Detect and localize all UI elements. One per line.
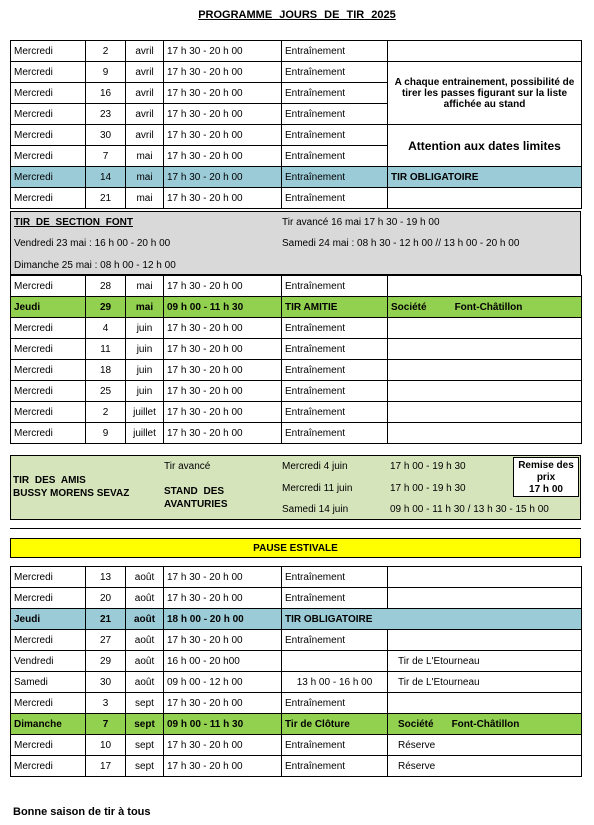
type-cell: Entraînement: [282, 381, 388, 402]
day-cell: Mercredi: [11, 83, 86, 104]
time-cell: 17 h 30 - 20 h 00: [164, 402, 282, 423]
date-cell: 13: [86, 567, 126, 588]
table-row: [11, 125, 582, 146]
extra-cell: [388, 297, 582, 318]
time-cell: 16 h 00 - 20 h00: [164, 651, 282, 672]
date-cell: 21: [86, 188, 126, 209]
time-cell: 17 h 30 - 20 h 00: [164, 62, 282, 83]
month-cell: juillet: [126, 402, 164, 423]
day-cell: Mercredi: [11, 630, 86, 651]
extra-cell: Réserve: [388, 756, 582, 777]
date-cell: 28: [86, 276, 126, 297]
extra-cell: [388, 630, 582, 651]
table-row: [11, 735, 582, 756]
day-cell: Mercredi: [11, 693, 86, 714]
date-cell: 23: [86, 104, 126, 125]
type-cell: Entraînement: [282, 339, 388, 360]
pause-banner: [10, 538, 581, 558]
date-cell: 29: [86, 651, 126, 672]
type-cell: Tir de Clôture: [282, 714, 388, 735]
section-shooting-box: [10, 211, 581, 275]
month-cell: avril: [126, 125, 164, 146]
month-cell: mai: [126, 276, 164, 297]
type-cell: Entraînement: [282, 318, 388, 339]
month-cell: août: [126, 567, 164, 588]
society-name: Font-Châtillon: [454, 301, 523, 313]
day-cell: Mercredi: [11, 756, 86, 777]
page-title: PROGRAMME JOURS DE TIR 2025: [198, 9, 396, 21]
month-cell: mai: [126, 188, 164, 209]
day-cell: Mercredi: [11, 41, 86, 62]
date-cell: 18: [86, 360, 126, 381]
section-friday: Vendredi 23 mai : 16 h 00 - 20 h 00: [14, 238, 171, 249]
time-cell: 17 h 30 - 20 h 00: [164, 381, 282, 402]
society-name: Font-Châtillon: [451, 718, 520, 730]
time-cell: 17 h 30 - 20 h 00: [164, 318, 282, 339]
prize-line-2: prix: [536, 472, 556, 483]
day-cell: Jeudi: [11, 609, 86, 630]
month-cell: juin: [126, 381, 164, 402]
type-cell: TIR AMITIE: [282, 297, 388, 318]
day-cell: Samedi: [11, 672, 86, 693]
time-cell: 17 h 30 - 20 h 00: [164, 360, 282, 381]
extra-cell: Tir de L'Etourneau: [388, 672, 582, 693]
section-sunday: Dimanche 25 mai : 08 h 00 - 12 h 00: [14, 260, 176, 271]
friends-advance: Tir avancé: [164, 461, 211, 472]
extra-cell: [388, 318, 582, 339]
day-cell: Mercredi: [11, 125, 86, 146]
time-cell: 17 h 30 - 20 h 00: [164, 167, 282, 188]
table-row: [11, 381, 582, 402]
extra-cell: [388, 693, 582, 714]
extra-cell: [388, 423, 582, 444]
type-cell: Entraînement: [282, 146, 388, 167]
month-cell: juin: [126, 360, 164, 381]
time-cell: 17 h 30 - 20 h 00: [164, 567, 282, 588]
day-cell: Mercredi: [11, 276, 86, 297]
date-cell: 7: [86, 714, 126, 735]
type-cell: Entraînement: [282, 104, 388, 125]
time-cell: 09 h 00 - 12 h 00: [164, 672, 282, 693]
prize-ceremony-box: [513, 457, 579, 497]
friends-time-3: 09 h 00 - 11 h 30 / 13 h 30 - 15 h 00: [390, 504, 549, 515]
month-cell: avril: [126, 104, 164, 125]
month-cell: juillet: [126, 423, 164, 444]
time-cell: 17 h 30 - 20 h 00: [164, 276, 282, 297]
stand-name-1: STAND DES: [164, 486, 225, 497]
date-cell: 21: [86, 609, 126, 630]
date-cell: 3: [86, 693, 126, 714]
extra-cell: [388, 276, 582, 297]
friends-date-2: Mercredi 11 juin: [282, 483, 353, 494]
time-cell: 17 h 30 - 20 h 00: [164, 83, 282, 104]
month-cell: avril: [126, 62, 164, 83]
month-cell: août: [126, 672, 164, 693]
date-cell: 9: [86, 423, 126, 444]
time-cell: 17 h 30 - 20 h 00: [164, 693, 282, 714]
type-cell: Entraînement: [282, 756, 388, 777]
date-cell: 7: [86, 146, 126, 167]
time-cell: 09 h 00 - 11 h 30: [164, 297, 282, 318]
table-row: [11, 188, 582, 209]
time-cell: 18 h 00 - 20 h 00: [164, 609, 282, 630]
training-note: A chaque entrainement, possibilité de tirer les passes figurant sur la liste affichée au stand: [388, 62, 582, 125]
table-row: [11, 167, 582, 188]
date-cell: 27: [86, 630, 126, 651]
day-cell: Mercredi: [11, 167, 86, 188]
extra-cell: [388, 41, 582, 62]
time-cell: 17 h 30 - 20 h 00: [164, 339, 282, 360]
date-cell: 11: [86, 339, 126, 360]
extra-cell: [388, 402, 582, 423]
month-cell: mai: [126, 297, 164, 318]
month-cell: sept: [126, 756, 164, 777]
time-cell: 17 h 30 - 20 h 00: [164, 423, 282, 444]
extra-cell: Tir de L'Etourneau: [388, 651, 582, 672]
type-cell: Entraînement: [282, 402, 388, 423]
type-cell: Entraînement: [282, 41, 388, 62]
type-cell: Entraînement: [282, 423, 388, 444]
time-cell: 17 h 30 - 20 h 00: [164, 41, 282, 62]
type-cell: 13 h 00 - 16 h 00: [282, 672, 388, 693]
date-cell: 16: [86, 83, 126, 104]
type-cell: Entraînement: [282, 276, 388, 297]
extra-cell: [388, 188, 582, 209]
date-cell: 9: [86, 62, 126, 83]
section-saturday: Samedi 24 mai : 08 h 30 - 12 h 00 // 13 h 00 - 20 h 00: [282, 238, 520, 249]
friends-title: TIR DES AMIS: [13, 475, 86, 486]
table-row: [11, 339, 582, 360]
time-cell: 17 h 30 - 20 h 00: [164, 104, 282, 125]
schedule-table-autumn: [10, 566, 582, 777]
type-cell: TIR OBLIGATOIRE: [282, 609, 582, 630]
date-cell: 29: [86, 297, 126, 318]
extra-cell: [388, 567, 582, 588]
table-row: [11, 693, 582, 714]
society-label: Société: [398, 718, 434, 730]
day-cell: Mercredi: [11, 588, 86, 609]
type-cell: [282, 651, 388, 672]
extra-cell: [388, 339, 582, 360]
table-row: [11, 318, 582, 339]
day-cell: Mercredi: [11, 360, 86, 381]
type-cell: Entraînement: [282, 62, 388, 83]
date-cell: 25: [86, 381, 126, 402]
day-cell: Mercredi: [11, 318, 86, 339]
day-cell: Mercredi: [11, 146, 86, 167]
type-cell: Entraînement: [282, 167, 388, 188]
date-cell: 17: [86, 756, 126, 777]
day-cell: Mercredi: [11, 62, 86, 83]
table-row: [11, 630, 582, 651]
month-cell: sept: [126, 693, 164, 714]
type-cell: Entraînement: [282, 188, 388, 209]
day-cell: Mercredi: [11, 402, 86, 423]
table-row: [11, 423, 582, 444]
schedule-table-summer: [10, 275, 582, 444]
schedule-table-spring: [10, 40, 582, 209]
prize-line-1: Remise des: [518, 460, 574, 471]
time-cell: 17 h 30 - 20 h 00: [164, 188, 282, 209]
date-cell: 2: [86, 402, 126, 423]
month-cell: mai: [126, 167, 164, 188]
type-cell: Entraînement: [282, 83, 388, 104]
table-row: [11, 41, 582, 62]
month-cell: août: [126, 588, 164, 609]
day-cell: Vendredi: [11, 651, 86, 672]
extra-cell: [388, 714, 582, 735]
date-cell: 4: [86, 318, 126, 339]
month-cell: avril: [126, 83, 164, 104]
day-cell: Mercredi: [11, 735, 86, 756]
extra-cell: Réserve: [388, 735, 582, 756]
friends-date-1: Mercredi 4 juin: [282, 461, 348, 472]
extra-cell: [388, 381, 582, 402]
time-cell: 09 h 00 - 11 h 30: [164, 714, 282, 735]
table-row: [11, 672, 582, 693]
section-title: TIR DE SECTION FONT: [14, 217, 133, 228]
day-cell: Dimanche: [11, 714, 86, 735]
pause-label: PAUSE ESTIVALE: [11, 539, 581, 558]
month-cell: juin: [126, 339, 164, 360]
day-cell: Mercredi: [11, 188, 86, 209]
type-cell: Entraînement: [282, 567, 388, 588]
footer-text: Bonne saison de tir à tous: [13, 806, 151, 818]
type-cell: Entraînement: [282, 360, 388, 381]
friends-time-1: 17 h 00 - 19 h 30: [390, 461, 466, 472]
month-cell: juin: [126, 318, 164, 339]
month-cell: avril: [126, 41, 164, 62]
date-cell: 14: [86, 167, 126, 188]
date-cell: 2: [86, 41, 126, 62]
table-row: [11, 402, 582, 423]
month-cell: sept: [126, 714, 164, 735]
month-cell: août: [126, 630, 164, 651]
society-label: Société: [391, 301, 427, 313]
type-cell: Entraînement: [282, 693, 388, 714]
extra-cell: TIR OBLIGATOIRE: [388, 167, 582, 188]
date-cell: 10: [86, 735, 126, 756]
table-row: [11, 276, 582, 297]
extra-cell: [388, 588, 582, 609]
table-row: [11, 62, 582, 83]
table-row: [11, 714, 582, 735]
table-row: [11, 756, 582, 777]
time-cell: 17 h 30 - 20 h 00: [164, 146, 282, 167]
type-cell: Entraînement: [282, 630, 388, 651]
day-cell: Mercredi: [11, 567, 86, 588]
day-cell: Mercredi: [11, 339, 86, 360]
table-row: [11, 297, 582, 318]
deadline-note: Attention aux dates limites: [388, 125, 582, 167]
date-cell: 30: [86, 672, 126, 693]
type-cell: Entraînement: [282, 125, 388, 146]
month-cell: sept: [126, 735, 164, 756]
time-cell: 17 h 30 - 20 h 00: [164, 630, 282, 651]
day-cell: Mercredi: [11, 104, 86, 125]
month-cell: août: [126, 651, 164, 672]
day-cell: Mercredi: [11, 423, 86, 444]
time-cell: 17 h 30 - 20 h 00: [164, 125, 282, 146]
time-cell: 17 h 30 - 20 h 00: [164, 588, 282, 609]
month-cell: août: [126, 609, 164, 630]
friends-subtitle: BUSSY MORENS SEVAZ: [13, 488, 130, 499]
day-cell: Mercredi: [11, 381, 86, 402]
table-row: [11, 567, 582, 588]
month-cell: mai: [126, 146, 164, 167]
section-advance: Tir avancé 16 mai 17 h 30 - 19 h 00: [282, 217, 440, 228]
friends-time-2: 17 h 00 - 19 h 30: [390, 483, 466, 494]
extra-cell: [388, 360, 582, 381]
friends-date-3: Samedi 14 juin: [282, 504, 349, 515]
table-row: [11, 651, 582, 672]
day-cell: Jeudi: [11, 297, 86, 318]
divider: [10, 528, 581, 529]
time-cell: 17 h 30 - 20 h 00: [164, 735, 282, 756]
prize-line-3: 17 h 00: [529, 484, 563, 495]
table-row: [11, 588, 582, 609]
type-cell: Entraînement: [282, 735, 388, 756]
stand-name-2: AVANTURIES: [164, 499, 228, 510]
type-cell: Entraînement: [282, 588, 388, 609]
table-row: [11, 360, 582, 381]
date-cell: 30: [86, 125, 126, 146]
friends-shooting-box: [10, 455, 581, 520]
table-row: [11, 609, 582, 630]
time-cell: 17 h 30 - 20 h 00: [164, 756, 282, 777]
date-cell: 20: [86, 588, 126, 609]
